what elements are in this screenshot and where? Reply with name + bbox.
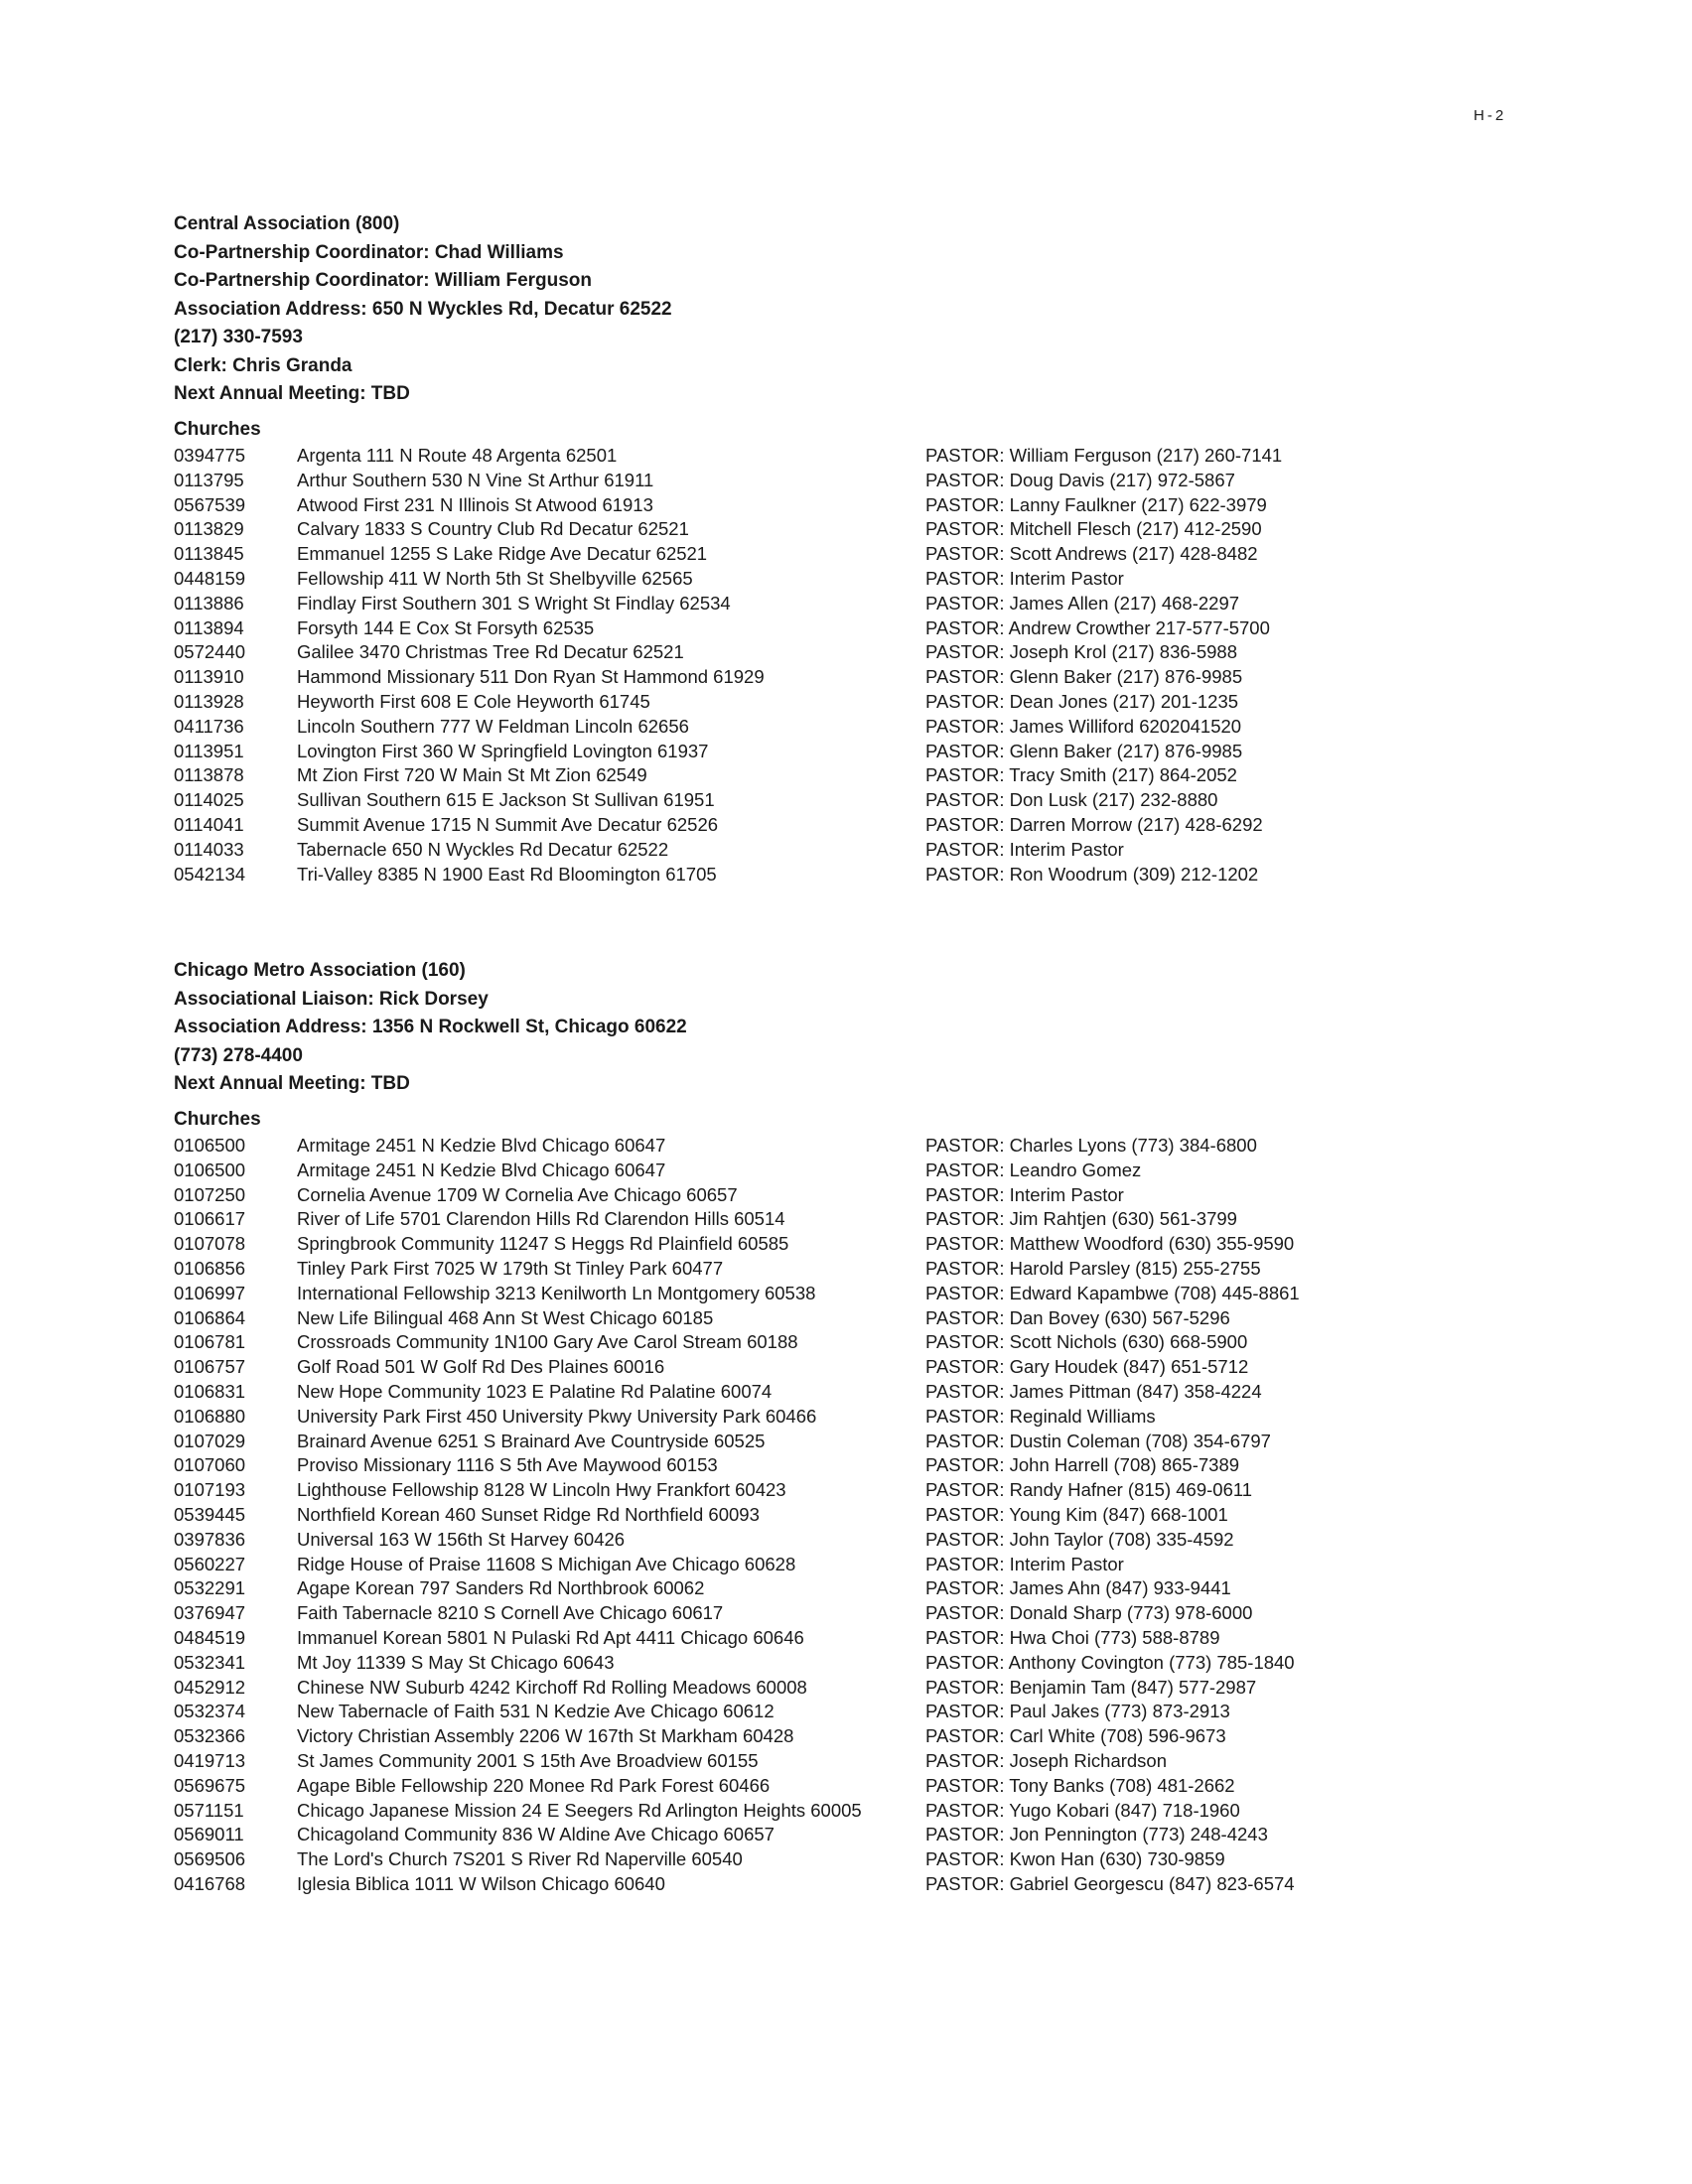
church-row [174,1306,1395,1331]
church-row [174,1257,1395,1282]
church-row [174,1134,1395,1159]
church-name-address: Brainard Avenue 6251 S Brainard Ave Countryside 60525 [297,1430,766,1451]
church-row [174,1749,1395,1774]
association-header-line: Association Address: 1356 N Rockwell St, Chicago 60622 [174,1017,687,1037]
church-id: 0106757 [174,1356,246,1378]
church-name-address: The Lord's Church 7S201 S River Rd Naperville 60540 [297,1848,743,1870]
pastor-info: PASTOR: Dean Jones (217) 201-1235 [925,690,1239,712]
pastor-info: PASTOR: Yugo Kobari (847) 718-1960 [925,1799,1240,1821]
church-name-address: Tabernacle 650 N Wyckles Rd Decatur 62522 [297,838,669,860]
church-name-address: Heyworth First 608 E Cole Heyworth 61745 [297,690,650,712]
church-row [174,740,1395,764]
church-name-address: Armitage 2451 N Kedzie Blvd Chicago 60647 [297,1135,666,1156]
pastor-info: PASTOR: Jim Rahtjen (630) 561-3799 [925,1208,1237,1230]
church-row [174,715,1395,740]
church-id: 0106500 [174,1135,246,1156]
church-id: 0397836 [174,1528,246,1550]
church-name-address: Mt Zion First 720 W Main St Mt Zion 62549 [297,764,647,786]
church-row [174,1232,1395,1257]
church-id: 0416768 [174,1872,246,1894]
church-id: 0106617 [174,1208,246,1230]
church-id: 0532374 [174,1701,246,1722]
church-row [174,838,1395,863]
pastor-info: PASTOR: Mitchell Flesch (217) 412-2590 [925,518,1262,540]
church-name-address: Findlay First Southern 301 S Wright St Findlay 62534 [297,592,731,614]
church-id: 0394775 [174,445,246,466]
pastor-info: PASTOR: Glenn Baker (217) 876-9985 [925,666,1243,688]
pastor-info: PASTOR: Reginald Williams [925,1405,1156,1427]
church-id: 0539445 [174,1503,246,1525]
church-name-address: Forsyth 144 E Cox St Forsyth 62535 [297,616,595,638]
church-name-address: Cornelia Avenue 1709 W Cornelia Ave Chicago 60657 [297,1183,738,1205]
church-id: 0376947 [174,1602,246,1624]
church-id: 0113795 [174,469,244,490]
church-name-address: Springbrook Community 11247 S Heggs Rd Plainfield 60585 [297,1233,789,1255]
pastor-info: PASTOR: James Williford 6202041520 [925,715,1242,737]
church-name-address: Fellowship 411 W North 5th St Shelbyville 62565 [297,567,693,589]
church-name-address: Lighthouse Fellowship 8128 W Lincoln Hwy Frankfort 60423 [297,1479,786,1501]
pastor-info: PASTOR: John Taylor (708) 335-4592 [925,1528,1234,1550]
church-id: 0107060 [174,1454,246,1476]
pastor-info: PASTOR: Interim Pastor [925,838,1124,860]
pastor-info: PASTOR: Harold Parsley (815) 255-2755 [925,1257,1261,1279]
church-id: 0569675 [174,1774,246,1796]
pastor-info: PASTOR: Jon Pennington (773) 248-4243 [925,1824,1268,1845]
church-name-address: International Fellowship 3213 Kenilworth Ln Montgomery 60538 [297,1282,816,1303]
church-id: 0106880 [174,1405,246,1427]
church-name-address: Victory Christian Assembly 2206 W 167th St Markham 60428 [297,1725,794,1747]
church-row [174,1478,1395,1503]
pastor-info: PASTOR: Carl White (708) 596-9673 [925,1725,1226,1747]
church-name-address: Calvary 1833 S Country Club Rd Decatur 62521 [297,518,689,540]
church-name-address: Faith Tabernacle 8210 S Cornell Ave Chicago 60617 [297,1602,724,1624]
church-row [174,1207,1395,1232]
church-name-address: Chicagoland Community 836 W Aldine Ave Chicago 60657 [297,1824,775,1845]
pastor-info: PASTOR: Don Lusk (217) 232-8880 [925,789,1218,811]
pastor-info: PASTOR: Dustin Coleman (708) 354-6797 [925,1430,1271,1451]
church-id: 0113910 [174,666,244,688]
pastor-info: PASTOR: Tracy Smith (217) 864-2052 [925,764,1237,786]
church-name-address: Proviso Missionary 1116 S 5th Ave Maywood 60153 [297,1454,718,1476]
church-id: 0484519 [174,1626,246,1648]
church-name-address: Hammond Missionary 511 Don Ryan St Hammond 61929 [297,666,765,688]
church-row [174,517,1395,542]
association-header-line: Chicago Metro Association (160) [174,960,466,981]
pastor-info: PASTOR: Scott Andrews (217) 428-8482 [925,543,1258,565]
church-name-address: Golf Road 501 W Golf Rd Des Plaines 60016 [297,1356,665,1378]
church-row [174,1453,1395,1478]
pastor-info: PASTOR: Glenn Baker (217) 876-9985 [925,740,1243,761]
church-id: 0113886 [174,592,244,614]
association-header-line: (773) 278-4400 [174,1044,303,1066]
church-id: 0107029 [174,1430,246,1451]
association-header-line: Co-Partnership Coordinator: William Ferguson [174,270,593,291]
church-id: 0107078 [174,1233,246,1255]
church-id: 0419713 [174,1749,246,1771]
pastor-info: PASTOR: John Harrell (708) 865-7389 [925,1454,1240,1476]
church-id: 0113878 [174,764,244,786]
church-row [174,542,1395,567]
church-name-address: Armitage 2451 N Kedzie Blvd Chicago 60647 [297,1159,666,1180]
pastor-info: PASTOR: Tony Banks (708) 481-2662 [925,1774,1235,1796]
church-id: 0572440 [174,641,246,663]
church-name-address: Galilee 3470 Christmas Tree Rd Decatur 62521 [297,641,684,663]
pastor-info: PASTOR: Benjamin Tam (847) 577-2987 [925,1676,1257,1698]
church-list [174,444,1395,887]
pastor-info: PASTOR: James Allen (217) 468-2297 [925,592,1240,614]
church-id: 0448159 [174,567,246,589]
pastor-info: PASTOR: William Ferguson (217) 260-7141 [925,445,1283,466]
church-id: 0113845 [174,543,244,565]
church-id: 0452912 [174,1676,246,1698]
church-name-address: Universal 163 W 156th St Harvey 60426 [297,1528,626,1550]
church-id: 0571151 [174,1799,244,1821]
church-row [174,1601,1395,1626]
church-id: 0569011 [174,1824,244,1845]
church-row [174,1576,1395,1601]
pastor-info: PASTOR: Joseph Krol (217) 836-5988 [925,641,1237,663]
pastor-info: PASTOR: James Ahn (847) 933-9441 [925,1577,1231,1599]
pastor-info: PASTOR: Hwa Choi (773) 588-8789 [925,1626,1220,1648]
church-name-address: Agape Bible Fellowship 220 Monee Rd Park Forest 60466 [297,1774,771,1796]
church-name-address: Atwood First 231 N Illinois St Atwood 61913 [297,493,653,515]
association-header-line: Associational Liaison: Rick Dorsey [174,988,489,1010]
church-row [174,1282,1395,1306]
pastor-info: PASTOR: Matthew Woodford (630) 355-9590 [925,1233,1295,1255]
church-row [174,592,1395,616]
church-name-address: Argenta 111 N Route 48 Argenta 62501 [297,445,618,466]
church-row [174,1380,1395,1405]
church-id: 0532366 [174,1725,246,1747]
church-row [174,1700,1395,1724]
church-row [174,1430,1395,1454]
church-row [174,444,1395,469]
pastor-info: PASTOR: Lanny Faulkner (217) 622-3979 [925,493,1267,515]
church-name-address: Immanuel Korean 5801 N Pulaski Rd Apt 4411 Chicago 60646 [297,1626,804,1648]
church-id: 0106500 [174,1159,246,1180]
church-id: 0532341 [174,1651,246,1673]
church-name-address: Tri-Valley 8385 N 1900 East Rd Bloomington 61705 [297,863,717,885]
church-name-address: Mt Joy 11339 S May St Chicago 60643 [297,1651,615,1673]
church-name-address: Northfield Korean 460 Sunset Ridge Rd Northfield 60093 [297,1503,760,1525]
pastor-info: PASTOR: Interim Pastor [925,567,1124,589]
church-id: 0107193 [174,1479,246,1501]
association-header-line: Next Annual Meeting: TBD [174,1073,410,1094]
church-row [174,1872,1395,1897]
church-row [174,640,1395,665]
church-name-address: Agape Korean 797 Sanders Rd Northbrook 60062 [297,1577,705,1599]
pastor-info: PASTOR: James Pittman (847) 358-4224 [925,1380,1262,1402]
central-association-section [174,210,1395,887]
church-name-address: St James Community 2001 S 15th Ave Broadview 60155 [297,1749,759,1771]
pastor-info: PASTOR: Interim Pastor [925,1183,1124,1205]
church-name-address: New Hope Community 1023 E Palatine Rd Palatine 60074 [297,1380,773,1402]
church-row [174,1799,1395,1824]
church-row [174,1405,1395,1430]
pastor-info: PASTOR: Doug Davis (217) 972-5867 [925,469,1235,490]
church-name-address: Tinley Park First 7025 W 179th St Tinley Park 60477 [297,1257,724,1279]
pastor-info: PASTOR: Young Kim (847) 668-1001 [925,1503,1228,1525]
association-header-line: Clerk: Chris Granda [174,354,352,376]
church-id: 0106831 [174,1380,246,1402]
churches-heading: Churches [174,418,261,440]
association-header-line: Co-Partnership Coordinator: Chad Williams [174,241,564,263]
church-row [174,567,1395,592]
chicago-metro-association-section [174,957,1395,1897]
church-id: 0532291 [174,1577,246,1599]
church-row [174,1774,1395,1799]
church-id: 0560227 [174,1553,246,1574]
church-id: 0106997 [174,1282,246,1303]
page-number: H-2 [1474,107,1507,124]
church-name-address: New Life Bilingual 468 Ann St West Chicago 60185 [297,1306,714,1328]
pastor-info: PASTOR: Darren Morrow (217) 428-6292 [925,813,1263,835]
pastor-info: PASTOR: Anthony Covington (773) 785-1840 [925,1651,1295,1673]
church-row [174,469,1395,493]
pastor-info: PASTOR: Paul Jakes (773) 873-2913 [925,1701,1230,1722]
church-row [174,1847,1395,1872]
church-id: 0113829 [174,518,244,540]
church-name-address: Arthur Southern 530 N Vine St Arthur 61911 [297,469,654,490]
association-header-line: Central Association (800) [174,213,400,234]
churches-heading: Churches [174,1108,261,1130]
church-id: 0106856 [174,1257,246,1279]
church-row [174,1503,1395,1528]
pastor-info: PASTOR: Leandro Gomez [925,1159,1142,1180]
church-id: 0106781 [174,1331,246,1353]
church-row [174,493,1395,518]
church-id: 0113951 [174,740,244,761]
church-row [174,763,1395,788]
church-name-address: Ridge House of Praise 11608 S Michigan Ave Chicago 60628 [297,1553,796,1574]
church-row [174,690,1395,715]
association-header-line: Association Address: 650 N Wyckles Rd, Decatur 62522 [174,298,672,320]
church-id: 0542134 [174,863,246,885]
church-name-address: Summit Avenue 1715 N Summit Ave Decatur 62526 [297,813,719,835]
association-header-line: (217) 330-7593 [174,327,303,347]
church-id: 0113894 [174,616,244,638]
church-id: 0113928 [174,690,244,712]
church-row [174,1528,1395,1553]
church-name-address: University Park First 450 University Pkwy University Park 60466 [297,1405,817,1427]
church-id: 0411736 [174,715,244,737]
church-name-address: New Tabernacle of Faith 531 N Kedzie Ave Chicago 60612 [297,1701,775,1722]
church-row [174,813,1395,838]
church-id: 0114025 [174,789,244,811]
church-name-address: River of Life 5701 Clarendon Hills Rd Clarendon Hills 60514 [297,1208,785,1230]
church-row [174,616,1395,641]
church-id: 0107250 [174,1183,246,1205]
pastor-info: PASTOR: Donald Sharp (773) 978-6000 [925,1602,1253,1624]
church-row [174,1330,1395,1355]
church-id: 0106864 [174,1306,246,1328]
church-name-address: Lovington First 360 W Springfield Lovington 61937 [297,740,709,761]
pastor-info: PASTOR: Dan Bovey (630) 567-5296 [925,1306,1230,1328]
church-id: 0569506 [174,1848,246,1870]
church-row [174,1355,1395,1380]
pastor-info: PASTOR: Interim Pastor [925,1553,1124,1574]
pastor-info: PASTOR: Charles Lyons (773) 384-6800 [925,1135,1257,1156]
church-row [174,1651,1395,1676]
church-name-address: Chicago Japanese Mission 24 E Seegers Rd Arlington Heights 60005 [297,1799,862,1821]
church-id: 0114033 [174,838,244,860]
church-name-address: Sullivan Southern 615 E Jackson St Sullivan 61951 [297,789,715,811]
church-row [174,1626,1395,1651]
church-row [174,1676,1395,1701]
church-row [174,1823,1395,1847]
church-list [174,1134,1395,1897]
church-row [174,863,1395,887]
church-row [174,1553,1395,1577]
pastor-info: PASTOR: Kwon Han (630) 730-9859 [925,1848,1225,1870]
association-header-line: Next Annual Meeting: TBD [174,383,410,404]
pastor-info: PASTOR: Gary Houdek (847) 651-5712 [925,1356,1249,1378]
church-row [174,1159,1395,1183]
church-row [174,788,1395,813]
pastor-info: PASTOR: Gabriel Georgescu (847) 823-6574 [925,1872,1295,1894]
pastor-info: PASTOR: Randy Hafner (815) 469-0611 [925,1479,1253,1501]
church-row [174,665,1395,690]
church-name-address: Chinese NW Suburb 4242 Kirchoff Rd Rolling Meadows 60008 [297,1676,807,1698]
pastor-info: PASTOR: Edward Kapambwe (708) 445-8861 [925,1282,1300,1303]
pastor-info: PASTOR: Ron Woodrum (309) 212-1202 [925,863,1259,885]
church-name-address: Emmanuel 1255 S Lake Ridge Ave Decatur 62521 [297,543,708,565]
church-name-address: Iglesia Biblica 1011 W Wilson Chicago 60640 [297,1872,665,1894]
church-name-address: Lincoln Southern 777 W Feldman Lincoln 62656 [297,715,689,737]
pastor-info: PASTOR: Joseph Richardson [925,1749,1168,1771]
church-row [174,1724,1395,1749]
church-name-address: Crossroads Community 1N100 Gary Ave Carol Stream 60188 [297,1331,798,1353]
church-row [174,1183,1395,1208]
pastor-info: PASTOR: Andrew Crowther 217-577-5700 [925,616,1270,638]
church-id: 0567539 [174,493,246,515]
church-id: 0114041 [174,813,244,835]
pastor-info: PASTOR: Scott Nichols (630) 668-5900 [925,1331,1248,1353]
